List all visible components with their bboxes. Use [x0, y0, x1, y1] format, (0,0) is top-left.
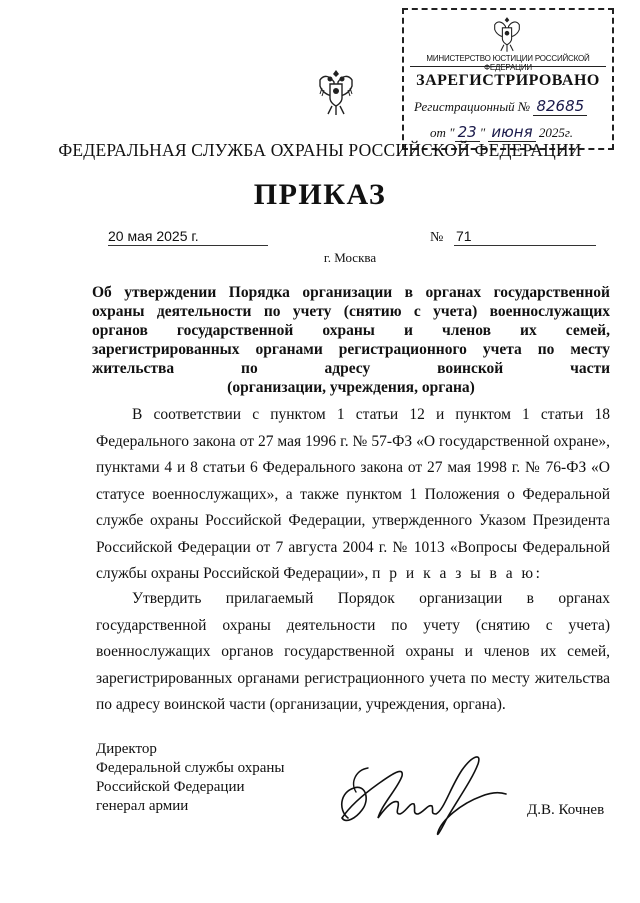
coat-of-arms-icon [316, 66, 356, 118]
stamp-ministry-name: МИНИСТЕРСТВО ЮСТИЦИИ РОССИЙСКОЙ ФЕДЕРАЦИИ [426, 54, 590, 72]
body-paragraph-1 [96, 402, 610, 588]
stamp-date-year: 2025 [538, 125, 565, 140]
order-date: 20 мая 2025 г. [108, 228, 268, 246]
body-paragraph-2 [96, 586, 610, 719]
order-city: г. Москва [323, 250, 377, 265]
stamp-date-prefix: от [430, 125, 446, 140]
paragraph-2-text: Утвердить прилагаемый Порядок организации в органах государственной охраны деятельности по учету (снятию с учета) военнослужащих органов государственной охраны и членов их семей, зарегистрированных органами регистрационного учета по месту жительства по адресу воинской части (организации, учреждения, органа). [96, 590, 610, 713]
agency-name: ФЕДЕРАЛЬНАЯ СЛУЖБА ОХРАНЫ РОССИЙСКОЙ ФЕДЕРАЦИИ [58, 140, 582, 160]
stamp-divider [410, 66, 606, 67]
stamp-registered-label: ЗАРЕГИСТРИРОВАНО [416, 72, 600, 89]
subject-main: Об утверждении Порядка организации в органах государственной охраны деятельности по учету (снятию с учета) военнослужащих органов государственной охраны и членов их семей, зарегистрированных органами регистрационного учета по месту жительства по адресу воинской части [92, 284, 610, 377]
document-type: ПРИКАЗ [253, 178, 387, 211]
stamp-registration-line [414, 97, 587, 115]
subject-last-line: (организации, учреждения, органа) [227, 379, 475, 396]
signatory-line-3: Российской Федерации [96, 779, 245, 795]
signatory-position [96, 740, 284, 816]
stamp-date-month: июня [488, 123, 535, 142]
stamp-date-line: от " 23 " июня 2025г. [430, 123, 574, 141]
signatory-line-4: генерал армии [96, 798, 189, 814]
signatory-line-2: Федеральной службы охраны [96, 760, 285, 776]
registration-stamp [402, 8, 614, 150]
order-number: 71 [454, 228, 596, 246]
signatory-name: Д.В. Кочнев [527, 802, 605, 818]
paragraph-1-text: В соответствии с пунктом 1 статьи 12 и пунктом 1 статьи 18 Федерального закона от 27 мая 1996 г. № 57-ФЗ «О государственной охране», пунктами 4 и 8 статьи 6 Федерального закона от 27 мая 1998 г. № 76-ФЗ «О статусе военнослужащих», а также пунктом 1 Положения о Федеральной службе охраны Российской Федерации, утвержденного Указом Президента Российской Федерации от 7 августа 2004 г. № 1013 «Вопросы Федеральной службы охраны Российской Федерации», [96, 406, 610, 582]
stamp-date-day: 23 [455, 123, 480, 142]
stamp-reg-label: Регистрационный № [414, 99, 531, 114]
stamp-reg-number: 82685 [533, 97, 587, 116]
order-number-label: № [430, 230, 444, 245]
order-subject [92, 283, 610, 397]
order-word: п р и к а з ы в а ю: [372, 565, 543, 582]
signatory-line-1: Директор [96, 741, 157, 757]
handwritten-signature [320, 748, 510, 840]
stamp-coat-of-arms-icon [491, 14, 523, 54]
